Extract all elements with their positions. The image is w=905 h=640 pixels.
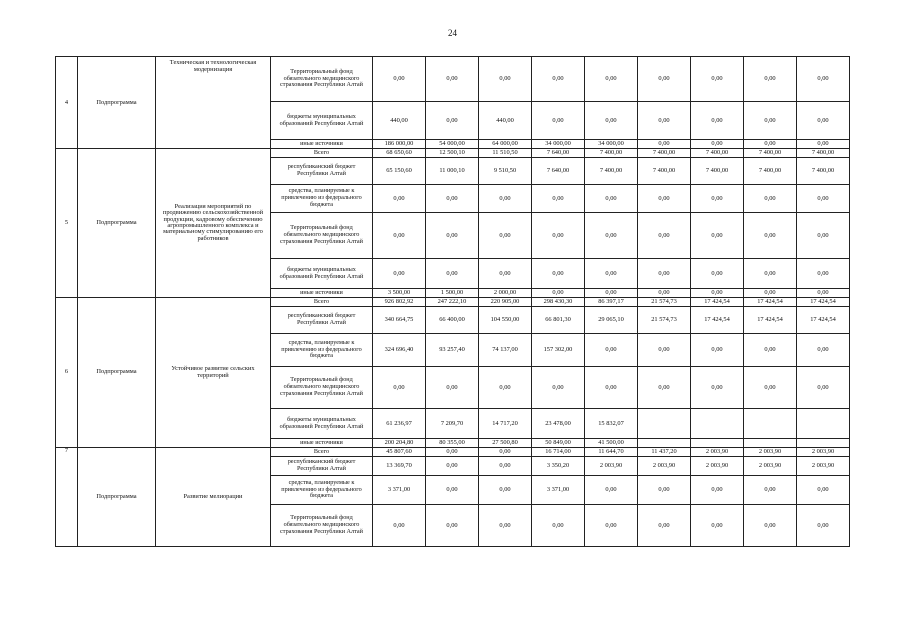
amount-cell: 7 400,00 <box>585 158 638 185</box>
amount-cell <box>691 439 744 448</box>
amount-cell: 0,00 <box>585 334 638 367</box>
amount-cell: 0,00 <box>585 289 638 298</box>
subprogram-name: Реализация мероприятий по продвижению сельскохозяйственной продукции, кадровому обеспечению агропромышленного комплекса и материальному стимулированию его работников <box>156 149 271 298</box>
amount-cell: 0,00 <box>691 213 744 259</box>
amount-cell: 0,00 <box>532 57 585 102</box>
funding-source: бюджеты муниципальных образований Республики Алтай <box>271 102 373 140</box>
row-number: 5 <box>56 149 78 298</box>
row-number: 7 <box>56 448 78 547</box>
funding-source: Территориальный фонд обязательного медицинского страхования Республики Алтай <box>271 505 373 547</box>
amount-cell: 0,00 <box>691 476 744 505</box>
subprogram-type: Подпрограмма <box>78 57 156 149</box>
amount-cell: 14 717,20 <box>479 409 532 439</box>
amount-cell: 0,00 <box>585 57 638 102</box>
funding-source: иные источники <box>271 289 373 298</box>
funding-source: Территориальный фонд обязательного медицинского страхования Республики Алтай <box>271 57 373 102</box>
amount-cell: 157 302,00 <box>532 334 585 367</box>
amount-cell: 15 832,07 <box>585 409 638 439</box>
amount-cell: 2 003,90 <box>797 448 850 457</box>
amount-cell: 74 137,00 <box>479 334 532 367</box>
amount-cell: 0,00 <box>797 57 850 102</box>
amount-cell: 0,00 <box>797 185 850 213</box>
subprogram-name: Развитие мелиорации <box>156 448 271 547</box>
amount-cell: 0,00 <box>691 289 744 298</box>
amount-cell: 0,00 <box>691 102 744 140</box>
amount-cell: 340 664,75 <box>373 307 426 334</box>
amount-cell: 0,00 <box>373 367 426 409</box>
amount-cell: 0,00 <box>691 185 744 213</box>
amount-cell: 13 369,70 <box>373 457 426 476</box>
amount-cell: 11 437,20 <box>638 448 691 457</box>
amount-cell: 2 003,90 <box>585 457 638 476</box>
amount-cell: 11 510,50 <box>479 149 532 158</box>
amount-cell: 0,00 <box>638 259 691 289</box>
amount-cell: 2 003,90 <box>691 448 744 457</box>
amount-cell: 0,00 <box>744 505 797 547</box>
amount-cell: 0,00 <box>585 185 638 213</box>
amount-cell: 2 000,00 <box>479 289 532 298</box>
amount-cell: 0,00 <box>373 185 426 213</box>
amount-cell: 0,00 <box>532 185 585 213</box>
amount-cell: 0,00 <box>691 334 744 367</box>
amount-cell: 440,00 <box>373 102 426 140</box>
amount-cell <box>638 439 691 448</box>
amount-cell: 68 650,60 <box>373 149 426 158</box>
amount-cell: 7 400,00 <box>691 149 744 158</box>
amount-cell: 17 424,54 <box>691 298 744 307</box>
amount-cell: 17 424,54 <box>797 307 850 334</box>
amount-cell: 0,00 <box>744 213 797 259</box>
amount-cell: 0,00 <box>426 457 479 476</box>
table-row <box>56 149 850 158</box>
amount-cell: 0,00 <box>479 259 532 289</box>
amount-cell: 17 424,54 <box>744 307 797 334</box>
amount-cell: 9 510,50 <box>479 158 532 185</box>
amount-cell: 186 000,00 <box>373 140 426 149</box>
amount-cell: 0,00 <box>373 213 426 259</box>
amount-cell: 27 500,80 <box>479 439 532 448</box>
amount-cell: 61 236,97 <box>373 409 426 439</box>
amount-cell: 0,00 <box>744 57 797 102</box>
amount-cell: 220 905,00 <box>479 298 532 307</box>
amount-cell: 16 714,00 <box>532 448 585 457</box>
amount-cell: 1 500,00 <box>426 289 479 298</box>
amount-cell <box>797 439 850 448</box>
amount-cell: 247 222,10 <box>426 298 479 307</box>
page-number: 24 <box>448 28 457 38</box>
amount-cell: 11 644,70 <box>585 448 638 457</box>
amount-cell: 0,00 <box>585 476 638 505</box>
amount-cell: 7 400,00 <box>744 158 797 185</box>
funding-source: иные источники <box>271 140 373 149</box>
amount-cell: 0,00 <box>691 367 744 409</box>
amount-cell: 34 000,00 <box>585 140 638 149</box>
amount-cell: 200 204,80 <box>373 439 426 448</box>
amount-cell: 0,00 <box>585 505 638 547</box>
amount-cell: 7 400,00 <box>691 158 744 185</box>
funding-source: Территориальный фонд обязательного медицинского страхования Республики Алтай <box>271 213 373 259</box>
amount-cell: 0,00 <box>691 140 744 149</box>
amount-cell: 7 640,00 <box>532 149 585 158</box>
amount-cell: 0,00 <box>585 367 638 409</box>
amount-cell: 23 478,00 <box>532 409 585 439</box>
amount-cell: 64 000,00 <box>479 140 532 149</box>
subprogram-type: Подпрограмма <box>78 298 156 448</box>
amount-cell: 2 003,90 <box>744 448 797 457</box>
amount-cell: 0,00 <box>638 57 691 102</box>
amount-cell: 80 355,00 <box>426 439 479 448</box>
amount-cell <box>691 409 744 439</box>
amount-cell: 0,00 <box>479 448 532 457</box>
amount-cell: 440,00 <box>479 102 532 140</box>
amount-cell <box>797 409 850 439</box>
amount-cell: 0,00 <box>479 213 532 259</box>
row-number: 4 <box>56 57 78 149</box>
amount-cell: 0,00 <box>691 505 744 547</box>
table-row <box>56 448 850 457</box>
amount-cell: 0,00 <box>426 259 479 289</box>
amount-cell: 0,00 <box>744 259 797 289</box>
amount-cell: 0,00 <box>744 334 797 367</box>
amount-cell: 0,00 <box>426 213 479 259</box>
amount-cell: 2 003,90 <box>691 457 744 476</box>
amount-cell: 50 849,00 <box>532 439 585 448</box>
funding-source: бюджеты муниципальных образований Республики Алтай <box>271 259 373 289</box>
amount-cell: 0,00 <box>797 140 850 149</box>
amount-cell: 2 003,90 <box>638 457 691 476</box>
amount-cell: 0,00 <box>797 289 850 298</box>
amount-cell: 0,00 <box>585 102 638 140</box>
amount-cell: 3 500,00 <box>373 289 426 298</box>
funding-source: средства, планируемые к привлечению из федерального бюджета <box>271 476 373 505</box>
amount-cell: 0,00 <box>638 102 691 140</box>
amount-cell: 0,00 <box>797 505 850 547</box>
amount-cell: 7 400,00 <box>638 158 691 185</box>
amount-cell: 0,00 <box>532 102 585 140</box>
funding-source: Территориальный фонд обязательного медицинского страхования Республики Алтай <box>271 367 373 409</box>
amount-cell: 0,00 <box>744 140 797 149</box>
amount-cell: 7 400,00 <box>638 149 691 158</box>
amount-cell: 0,00 <box>638 213 691 259</box>
amount-cell: 0,00 <box>638 505 691 547</box>
amount-cell: 0,00 <box>426 57 479 102</box>
row-number: 6 <box>56 298 78 448</box>
amount-cell: 7 400,00 <box>585 149 638 158</box>
amount-cell: 7 209,70 <box>426 409 479 439</box>
funding-source: средства, планируемые к привлечению из федерального бюджета <box>271 185 373 213</box>
amount-cell: 0,00 <box>532 213 585 259</box>
amount-cell <box>638 409 691 439</box>
amount-cell: 0,00 <box>638 334 691 367</box>
amount-cell: 65 150,60 <box>373 158 426 185</box>
amount-cell: 0,00 <box>426 505 479 547</box>
amount-cell: 0,00 <box>426 367 479 409</box>
amount-cell: 0,00 <box>585 259 638 289</box>
amount-cell: 104 550,00 <box>479 307 532 334</box>
amount-cell: 7 400,00 <box>797 149 850 158</box>
amount-cell: 0,00 <box>426 185 479 213</box>
amount-cell: 0,00 <box>426 476 479 505</box>
budget-table <box>55 56 850 547</box>
amount-cell: 0,00 <box>797 367 850 409</box>
amount-cell: 0,00 <box>426 448 479 457</box>
amount-cell: 0,00 <box>532 367 585 409</box>
amount-cell: 0,00 <box>691 57 744 102</box>
subprogram-type: Подпрограмма <box>78 149 156 298</box>
amount-cell: 0,00 <box>744 476 797 505</box>
funding-source: средства, планируемые к привлечению из федерального бюджета <box>271 334 373 367</box>
amount-cell: 45 807,60 <box>373 448 426 457</box>
amount-cell: 17 424,54 <box>797 298 850 307</box>
amount-cell: 17 424,54 <box>691 307 744 334</box>
amount-cell: 0,00 <box>532 259 585 289</box>
amount-cell: 93 257,40 <box>426 334 479 367</box>
amount-cell: 324 696,40 <box>373 334 426 367</box>
funding-source: бюджеты муниципальных образований Республики Алтай <box>271 409 373 439</box>
amount-cell: 0,00 <box>638 476 691 505</box>
amount-cell: 0,00 <box>479 505 532 547</box>
amount-cell: 0,00 <box>797 259 850 289</box>
amount-cell: 0,00 <box>797 334 850 367</box>
funding-source: Всего <box>271 298 373 307</box>
amount-cell: 2 003,90 <box>797 457 850 476</box>
amount-cell: 86 397,17 <box>585 298 638 307</box>
amount-cell: 0,00 <box>638 140 691 149</box>
amount-cell: 0,00 <box>638 367 691 409</box>
amount-cell: 0,00 <box>797 102 850 140</box>
amount-cell: 3 350,20 <box>532 457 585 476</box>
amount-cell: 66 400,00 <box>426 307 479 334</box>
amount-cell: 0,00 <box>426 102 479 140</box>
amount-cell: 0,00 <box>373 57 426 102</box>
amount-cell: 3 371,00 <box>373 476 426 505</box>
amount-cell: 0,00 <box>479 457 532 476</box>
amount-cell: 7 640,00 <box>532 158 585 185</box>
amount-cell: 66 801,30 <box>532 307 585 334</box>
amount-cell: 0,00 <box>744 289 797 298</box>
amount-cell: 0,00 <box>744 367 797 409</box>
amount-cell: 0,00 <box>373 505 426 547</box>
funding-source: Всего <box>271 149 373 158</box>
amount-cell <box>744 409 797 439</box>
amount-cell: 0,00 <box>479 367 532 409</box>
amount-cell: 29 065,10 <box>585 307 638 334</box>
amount-cell: 0,00 <box>532 289 585 298</box>
amount-cell: 0,00 <box>797 476 850 505</box>
amount-cell <box>744 439 797 448</box>
amount-cell: 17 424,54 <box>744 298 797 307</box>
amount-cell: 0,00 <box>479 185 532 213</box>
amount-cell: 0,00 <box>638 185 691 213</box>
amount-cell: 0,00 <box>797 213 850 259</box>
table-row <box>56 298 850 307</box>
amount-cell: 41 500,00 <box>585 439 638 448</box>
amount-cell: 0,00 <box>479 57 532 102</box>
amount-cell: 34 000,00 <box>532 140 585 149</box>
amount-cell: 0,00 <box>744 102 797 140</box>
amount-cell: 0,00 <box>691 259 744 289</box>
amount-cell: 7 400,00 <box>744 149 797 158</box>
amount-cell: 0,00 <box>638 289 691 298</box>
table-row <box>56 57 850 102</box>
funding-source: республиканский бюджет Республики Алтай <box>271 307 373 334</box>
amount-cell: 298 430,30 <box>532 298 585 307</box>
amount-cell: 3 371,00 <box>532 476 585 505</box>
amount-cell: 0,00 <box>585 213 638 259</box>
funding-source: Всего <box>271 448 373 457</box>
amount-cell: 0,00 <box>479 476 532 505</box>
subprogram-type: Подпрограмма <box>78 448 156 547</box>
amount-cell: 0,00 <box>373 259 426 289</box>
amount-cell: 0,00 <box>532 505 585 547</box>
amount-cell: 11 000,10 <box>426 158 479 185</box>
amount-cell: 54 000,00 <box>426 140 479 149</box>
amount-cell: 926 802,92 <box>373 298 426 307</box>
funding-source: республиканский бюджет Республики Алтай <box>271 158 373 185</box>
amount-cell: 12 500,10 <box>426 149 479 158</box>
subprogram-name: Устойчивое развитие сельских территорий <box>156 298 271 448</box>
amount-cell: 21 574,73 <box>638 307 691 334</box>
funding-source: республиканский бюджет Республики Алтай <box>271 457 373 476</box>
subprogram-name: Техническая и технологическая модернизация <box>156 57 271 149</box>
amount-cell: 7 400,00 <box>797 158 850 185</box>
amount-cell: 2 003,90 <box>744 457 797 476</box>
funding-source: иные источники <box>271 439 373 448</box>
amount-cell: 21 574,73 <box>638 298 691 307</box>
amount-cell: 0,00 <box>744 185 797 213</box>
table-body <box>56 57 850 547</box>
